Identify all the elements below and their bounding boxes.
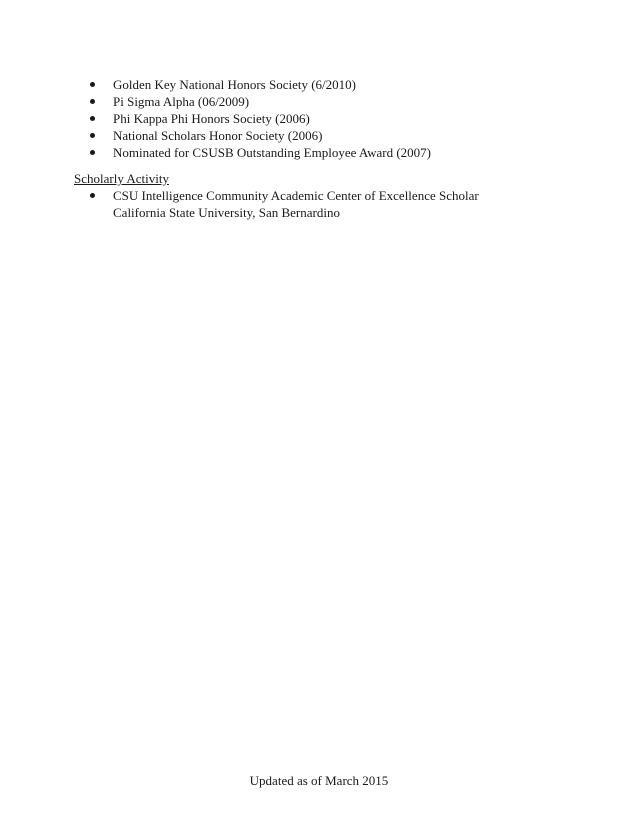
list-item — [90, 110, 431, 127]
scholarly-item-title: CSU Intelligence Community Academic Center of Excellence Scholar — [113, 188, 479, 203]
honor-item-text: Phi Kappa Phi Honors Society (2006) — [113, 111, 310, 126]
list-item — [90, 144, 431, 161]
honor-item-text: National Scholars Honor Society (2006) — [113, 128, 323, 143]
list-item — [90, 187, 479, 221]
scholarly-activity-heading: Scholarly Activity — [74, 171, 169, 186]
list-item — [90, 93, 431, 110]
list-item — [90, 76, 431, 93]
bullet-icon — [90, 116, 95, 121]
honor-item-text: Nominated for CSUSB Outstanding Employee Award (2007) — [113, 145, 431, 160]
bullet-icon — [90, 193, 95, 198]
list-item — [90, 127, 431, 144]
bullet-icon — [90, 133, 95, 138]
bullet-icon — [90, 82, 95, 87]
honor-item-text: Pi Sigma Alpha (06/2009) — [113, 94, 250, 109]
bullet-icon — [90, 150, 95, 155]
bullet-icon — [90, 99, 95, 104]
honors-list — [90, 76, 431, 161]
scholarly-item-institution: California State University, San Bernardino — [113, 205, 340, 220]
scholarly-activity-list — [90, 187, 479, 221]
honor-item-text: Golden Key National Honors Society (6/2010) — [113, 77, 356, 92]
page-footer: Updated as of March 2015 — [249, 773, 389, 788]
